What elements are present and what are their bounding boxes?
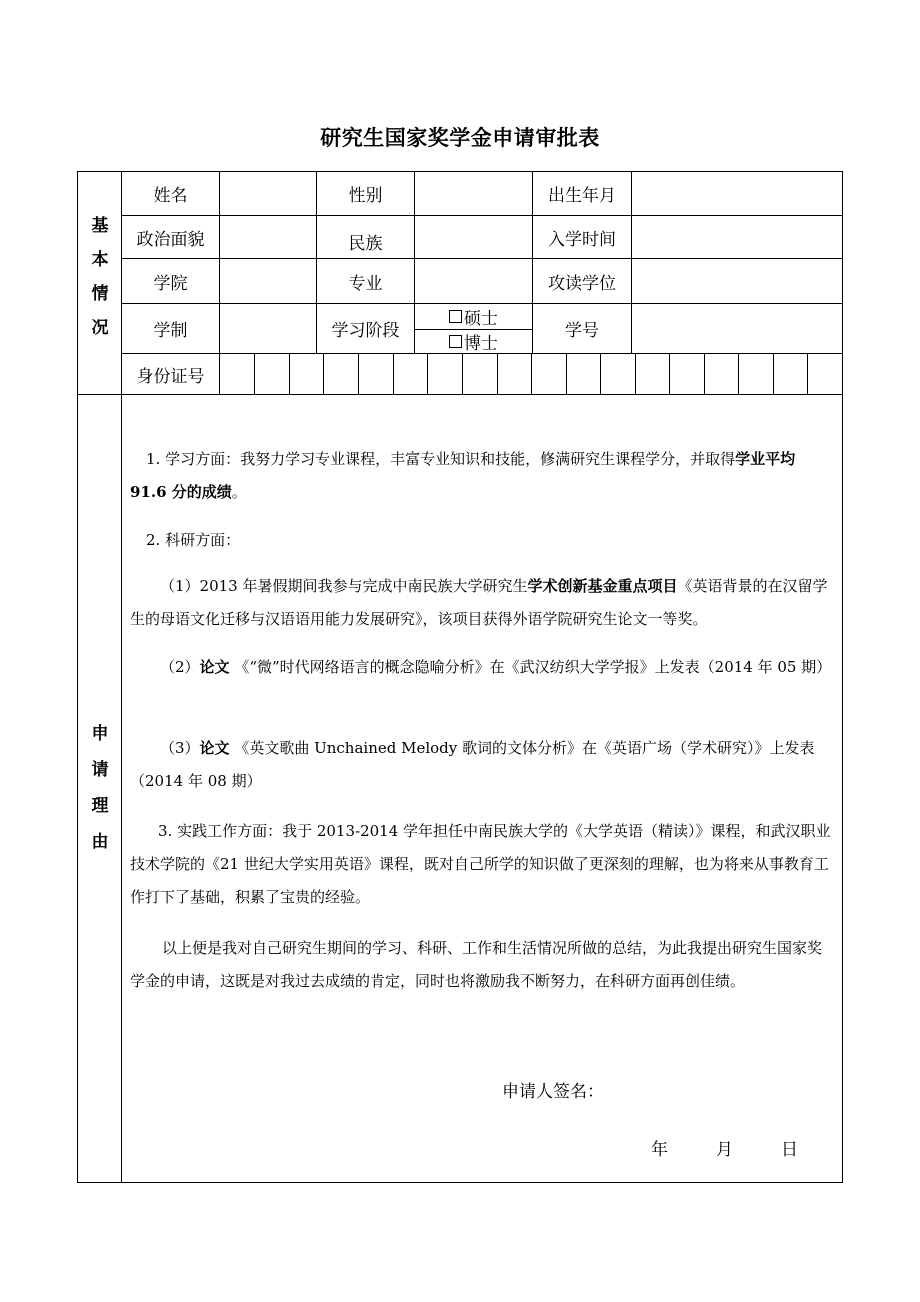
paragraph-summary: 以上便是我对自己研究生期间的学习、科研、工作和生活情况所做的总结，为此我提出研究生国家奖学金的申请，这既是对我过去成绩的肯定，同时也将激励我不断努力，在科研方面再创佳绩。 — [130, 939, 823, 990]
student-no-value-field[interactable] — [632, 304, 842, 353]
college-label: 学院 — [153, 273, 188, 294]
master-checkbox[interactable] — [449, 310, 462, 323]
paragraph-practice: 3. 实践工作方面：我于 2013-2014 学年担任中南民族大学的《大学英语（精读）》课程，和武汉职业技术学院的《21 世纪大学实用英语》课程，既对自己所学的知识做了更深刻的理解，也为将来从事教育工作打下了基础，积累了宝贵的经验。 — [130, 822, 831, 906]
stage-label: 学习阶段 — [331, 321, 400, 341]
enroll-label: 入学时间 — [548, 229, 616, 250]
id-no-label: 身份证号 — [136, 366, 205, 387]
political-label: 政治面貌 — [136, 229, 205, 250]
master-label: 硕士 — [464, 309, 498, 329]
degree-value-field[interactable] — [632, 259, 842, 303]
college-value-field[interactable] — [220, 259, 316, 303]
ethnicity-label: 民族 — [348, 233, 383, 254]
enroll-value-field[interactable] — [632, 216, 842, 258]
reason-section-label: 申 请 理 由 — [91, 724, 109, 852]
system-label: 学制 — [153, 321, 188, 341]
paragraph-research-project: （1）2013 年暑假期间我参与完成中南民族大学研究生学术创新基金重点项目《英语背景的在汉留学生的母语文化迁移与汉语语用能力发展研究》，该项目获得外语学院研究生论文一等奖。 — [130, 577, 828, 628]
major-value-field[interactable] — [415, 259, 532, 303]
doctor-checkbox[interactable] — [449, 335, 462, 348]
student-no-label: 学号 — [565, 321, 599, 341]
date-month-label: 月 — [716, 1140, 733, 1160]
political-value-field[interactable] — [220, 216, 316, 258]
paragraph-research-heading: 2. 科研方面： — [146, 531, 241, 549]
degree-label: 攻读学位 — [548, 273, 616, 294]
birth-label: 出生年月 — [548, 186, 616, 206]
gender-label: 性别 — [348, 186, 383, 206]
paragraph-paper-1: （2）论文 《“微”时代网络语言的概念隐喻分析》在《武汉纺织大学学报》上发表（2014 年 05 期） — [160, 658, 832, 676]
applicant-signature-label: 申请人签名： — [502, 1082, 604, 1102]
ethnicity-value-field[interactable] — [415, 216, 532, 258]
date-year-label: 年 — [651, 1140, 668, 1160]
birth-value-field[interactable] — [632, 172, 842, 215]
name-label: 姓名 — [153, 186, 188, 206]
master-checkbox-option[interactable] — [415, 304, 532, 329]
doctor-label: 博士 — [464, 334, 498, 354]
form-title: 研究生国家奖学金申请审批表 — [320, 125, 600, 150]
name-value-field[interactable] — [220, 172, 316, 215]
applicant-signature-field[interactable] — [610, 1072, 830, 1104]
date-day-label: 日 — [781, 1140, 798, 1160]
basic-info-section-label: 基 本 情 况 — [91, 216, 109, 338]
system-value-field[interactable] — [220, 304, 316, 353]
id-no-digit-cells[interactable] — [220, 354, 842, 394]
major-label: 专业 — [348, 273, 383, 294]
paragraph-study: 1. 学习方面：我努力学习专业课程，丰富专业知识和技能，修满研究生课程学分，并取得学业平均 91.6 分的成绩。 — [130, 450, 796, 501]
gender-value-field[interactable] — [415, 172, 532, 215]
paragraph-paper-2: （3）论文 《英文歌曲 Unchained Melody 歌词的文体分析》在《英语广场（学术研究）》上发表（2014 年 08 期） — [130, 739, 815, 790]
doctor-checkbox-option[interactable] — [415, 330, 532, 353]
